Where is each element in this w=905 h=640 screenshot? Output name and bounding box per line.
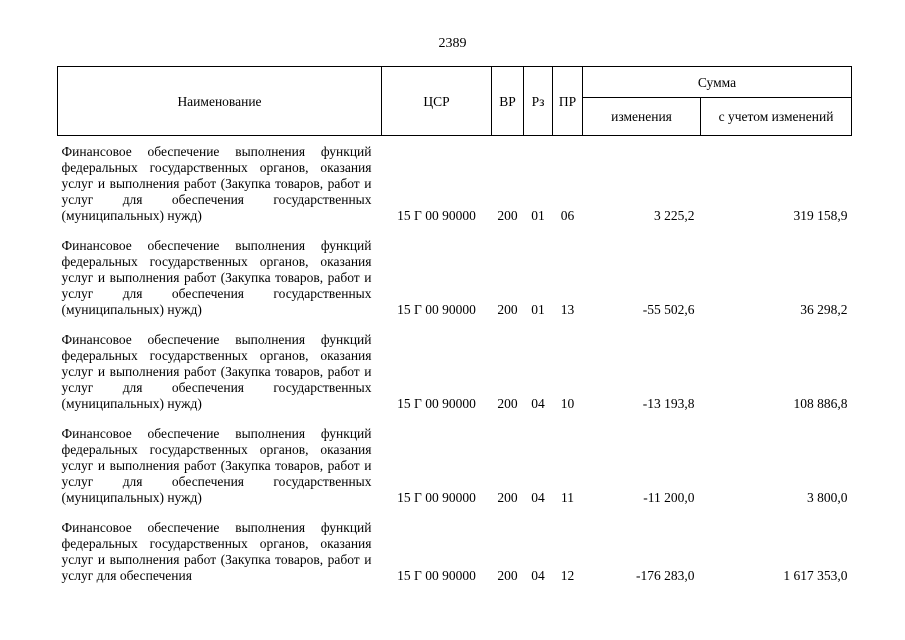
row-change: -11 200,0 [643,490,695,505]
header-rz: Рз [524,67,553,136]
row-rz: 04 [531,396,545,411]
row-vr: 200 [497,302,518,317]
row-vr: 200 [497,568,518,583]
header-csr: ЦСР [382,67,492,136]
row-change: -176 283,0 [636,568,695,583]
row-csr: 15 Г 00 90000 [397,568,476,583]
row-name [58,324,382,418]
row-total: 1 617 353,0 [783,568,848,583]
row-name-text: Финансовое обеспечение выполнения функций федеральных государственных органов, оказания услуг и выполнения работ (Закупка товаров, работ и услуг для обеспечения государственных (муниципальных) нужд) [61,144,372,223]
row-name-text: Финансовое обеспечение выполнения функций федеральных государственных органов, оказания услуг и выполнения работ (Закупка товаров, работ и услуг для обеспечения государственных (муниципальных) нужд) [61,332,372,411]
row-pr: 06 [560,208,575,223]
row-rz: 04 [531,568,545,583]
row-name [58,136,382,231]
header-pr: ПР [553,67,583,136]
row-total: 36 298,2 [800,302,848,317]
row-pr: 13 [560,302,575,317]
table-row [58,324,852,418]
table-row [58,418,852,512]
table-row [58,512,852,590]
row-change: -13 193,8 [642,396,695,411]
row-rz: 01 [531,302,545,317]
row-vr: 200 [497,208,518,223]
row-csr: 15 Г 00 90000 [397,396,476,411]
table-row [58,136,852,231]
budget-table [57,66,852,590]
header-total: с учетом изменений [701,98,852,136]
row-total: 319 158,9 [793,208,848,223]
row-change: -55 502,6 [642,302,695,317]
header-change: изменения [583,98,701,136]
row-rz: 01 [531,208,545,223]
row-pr: 11 [561,490,574,505]
header-sum: Сумма [583,67,852,98]
row-name-text: Финансовое обеспечение выполнения функций федеральных государственных органов, оказания услуг и выполнения работ (Закупка товаров, работ и услуг для обеспечения [61,520,372,583]
header-vr: ВР [492,67,524,136]
row-name [58,230,382,324]
header-name: Наименование [58,67,382,136]
page-number: 2389 [438,36,467,51]
row-total: 108 886,8 [793,396,848,411]
row-name [58,512,382,590]
row-total: 3 800,0 [807,490,848,505]
row-csr: 15 Г 00 90000 [397,302,476,317]
row-name-text: Финансовое обеспечение выполнения функций федеральных государственных органов, оказания услуг и выполнения работ (Закупка товаров, работ и услуг для обеспечения государственных (муниципальных) нужд) [61,238,372,317]
row-pr: 10 [560,396,575,411]
row-name [58,418,382,512]
row-csr: 15 Г 00 90000 [397,208,476,223]
row-vr: 200 [497,490,518,505]
row-vr: 200 [497,396,518,411]
table-row [58,230,852,324]
row-pr: 12 [560,568,575,583]
row-change: 3 225,2 [654,208,695,223]
row-rz: 04 [531,490,545,505]
row-name-text: Финансовое обеспечение выполнения функций федеральных государственных органов, оказания услуг и выполнения работ (Закупка товаров, работ и услуг для обеспечения государственных (муниципальных) нужд) [61,426,372,505]
row-csr: 15 Г 00 90000 [397,490,476,505]
